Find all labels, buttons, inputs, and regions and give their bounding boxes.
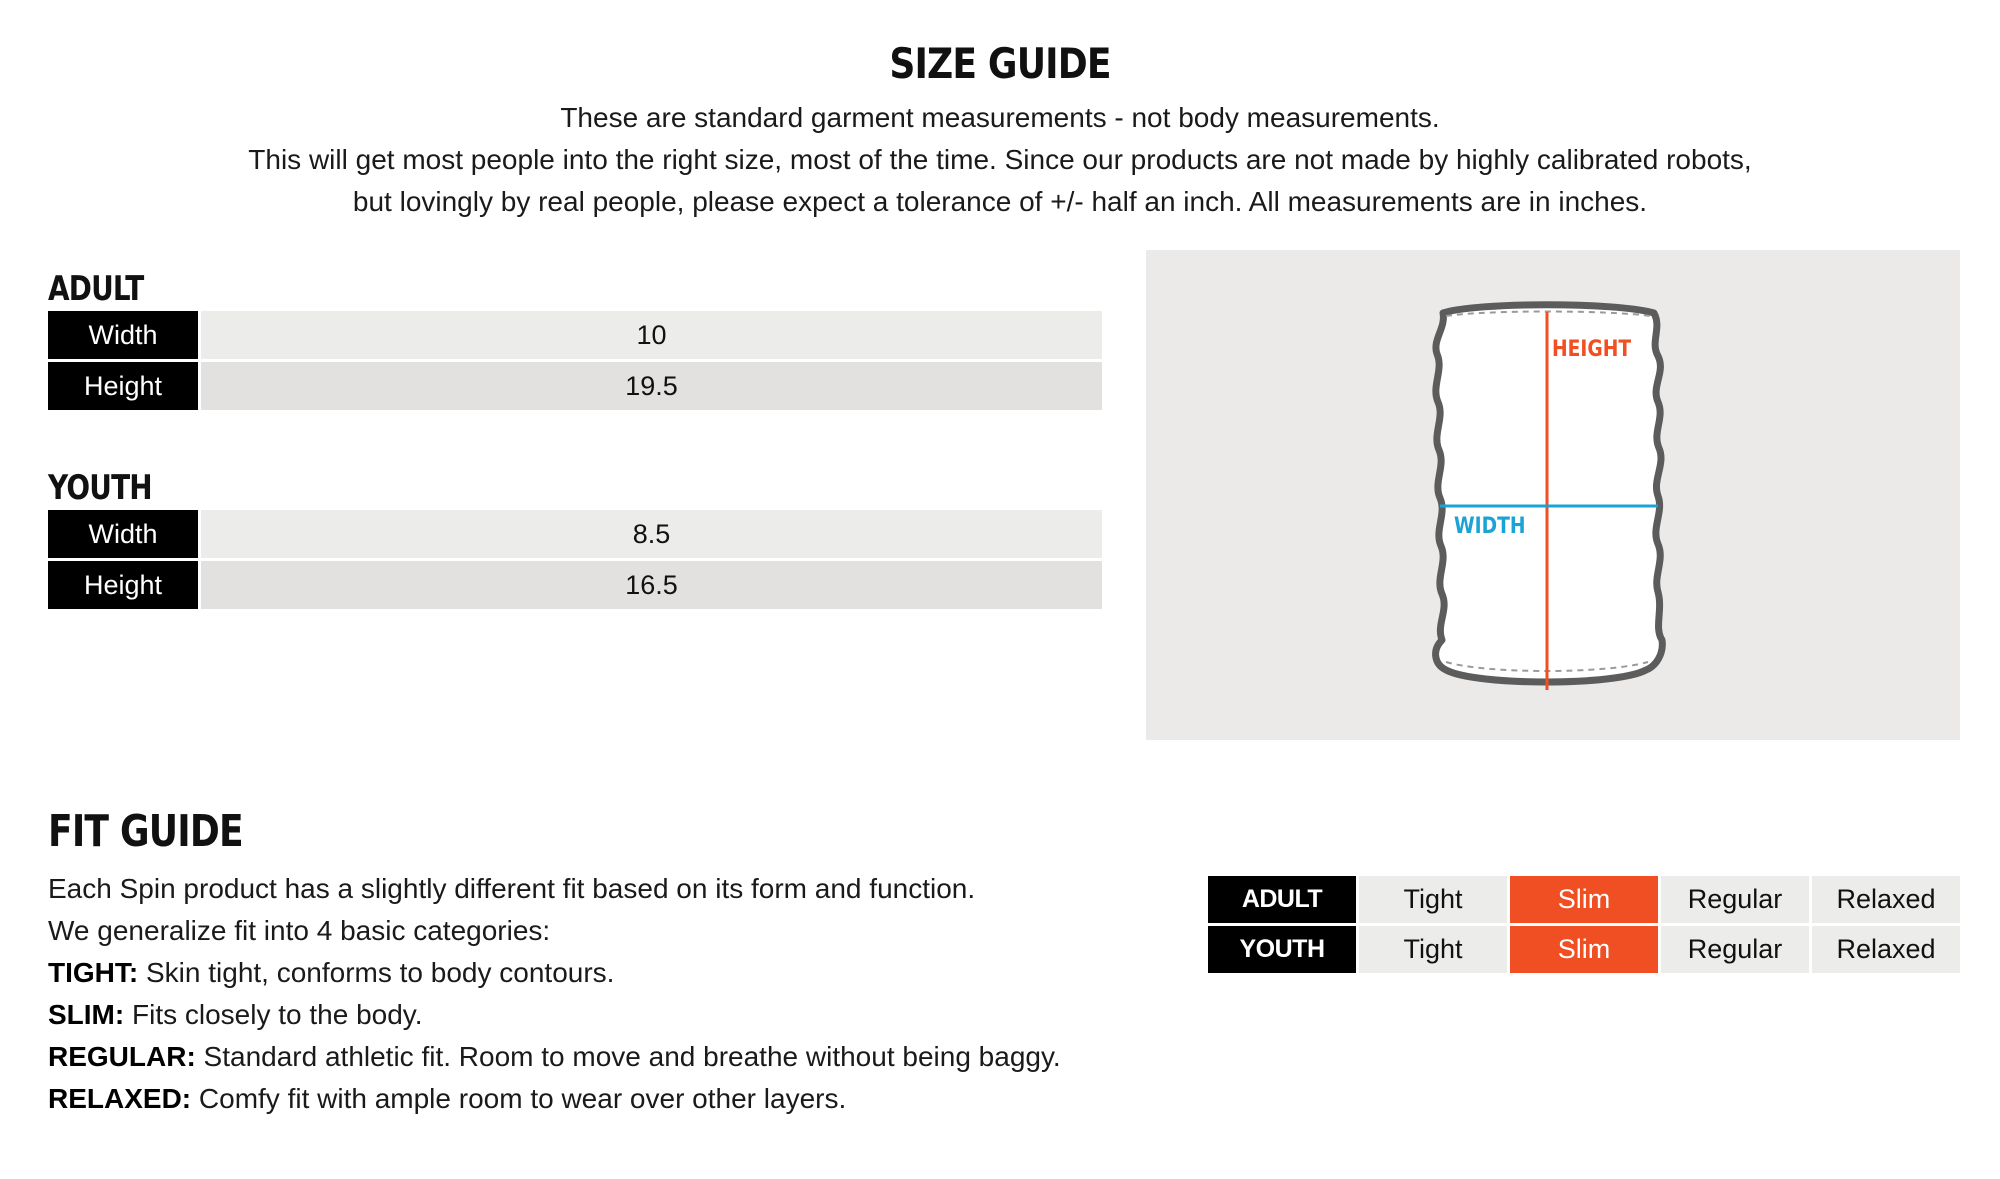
fit-intro-line: We generalize fit into 4 basic categories: bbox=[48, 915, 551, 946]
table-row bbox=[48, 311, 1102, 359]
fit-definition bbox=[48, 952, 1148, 994]
page-title: SIZE GUIDE bbox=[889, 39, 1111, 88]
fit-description: Skin tight, conforms to body contours. bbox=[138, 957, 615, 988]
fit-term: REGULAR: bbox=[48, 1041, 196, 1072]
adult-heading: ADULT bbox=[48, 269, 144, 309]
youth-heading: YOUTH bbox=[48, 468, 152, 508]
fit-description: Standard athletic fit. Room to move and breathe without being baggy. bbox=[195, 1041, 1061, 1072]
table-row bbox=[48, 561, 1102, 609]
fit-option: Tight bbox=[1359, 926, 1507, 973]
measurement-diagram bbox=[1146, 250, 1960, 740]
fit-option: Tight bbox=[1359, 876, 1507, 923]
fit-option: Relaxed bbox=[1812, 926, 1960, 973]
table-row bbox=[1208, 876, 1960, 923]
fit-term: RELAXED: bbox=[48, 1083, 192, 1114]
table-row bbox=[48, 510, 1102, 558]
fit-row-label: ADULT bbox=[1208, 876, 1356, 923]
table-row bbox=[48, 362, 1102, 410]
fit-table bbox=[1208, 876, 1960, 976]
height-label: HEIGHT bbox=[1552, 335, 1632, 362]
adult-measurements-table bbox=[48, 311, 1102, 413]
fit-option: Slim bbox=[1510, 926, 1658, 973]
youth-measurements-table bbox=[48, 510, 1102, 612]
fit-term: TIGHT: bbox=[48, 957, 139, 988]
fit-description: Comfy fit with ample room to wear over other layers. bbox=[191, 1083, 847, 1114]
row-value: 19.5 bbox=[201, 362, 1102, 410]
fit-guide-text bbox=[48, 868, 1148, 1120]
fit-intro-line: Each Spin product has a slightly different fit based on its form and function. bbox=[48, 873, 976, 904]
row-label: Height bbox=[48, 561, 198, 609]
neck-gaiter-illustration bbox=[1146, 250, 1960, 740]
fit-definition bbox=[48, 1036, 1148, 1078]
row-label: Height bbox=[48, 362, 198, 410]
intro-line: but lovingly by real people, please expect a tolerance of +/- half an inch. All measurements are in inches. bbox=[352, 186, 1648, 217]
row-value: 10 bbox=[201, 311, 1102, 359]
intro-text bbox=[0, 97, 2000, 223]
fit-guide-heading: FIT GUIDE bbox=[48, 806, 243, 857]
width-label: WIDTH bbox=[1454, 512, 1526, 539]
fit-option: Regular bbox=[1661, 876, 1809, 923]
fit-definition bbox=[48, 994, 1148, 1036]
fit-term: SLIM: bbox=[48, 999, 125, 1030]
intro-line: This will get most people into the right size, most of the time. Since our products are not made by highly calibrated robots, bbox=[248, 144, 1752, 175]
fit-row-label: YOUTH bbox=[1208, 926, 1356, 973]
fit-option: Relaxed bbox=[1812, 876, 1960, 923]
fit-option: Regular bbox=[1661, 926, 1809, 973]
row-value: 16.5 bbox=[201, 561, 1102, 609]
fit-description: Fits closely to the body. bbox=[124, 999, 423, 1030]
row-label: Width bbox=[48, 311, 198, 359]
fit-definition bbox=[48, 1078, 1148, 1120]
intro-line: These are standard garment measurements - not body measurements. bbox=[560, 102, 1440, 133]
fit-option: Slim bbox=[1510, 876, 1658, 923]
table-row bbox=[1208, 926, 1960, 973]
row-label: Width bbox=[48, 510, 198, 558]
row-value: 8.5 bbox=[201, 510, 1102, 558]
